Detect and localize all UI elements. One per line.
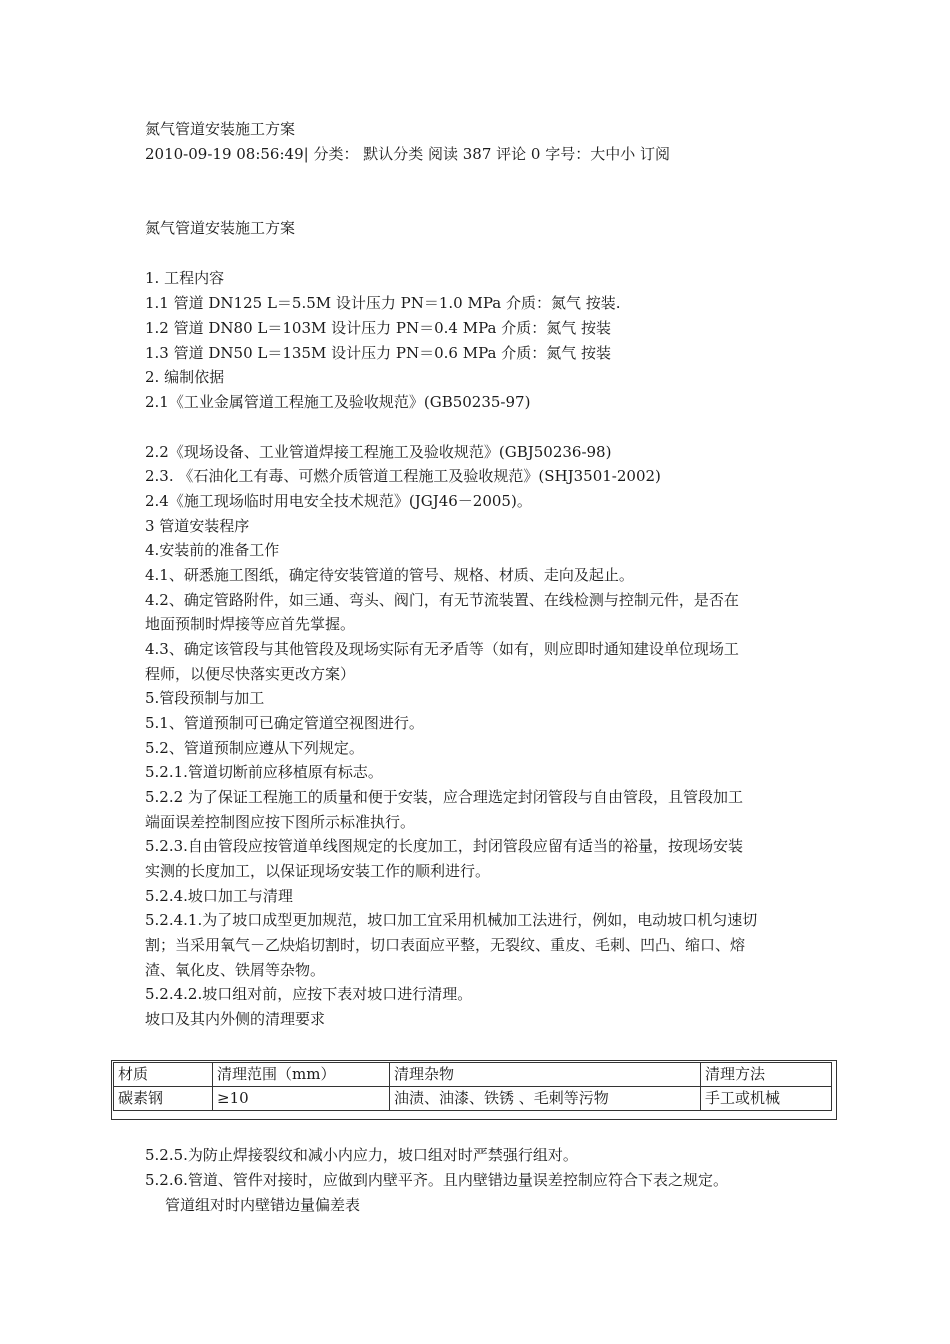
table-header-row xyxy=(114,1063,832,1087)
paragraph-line: 5.2.2 为了保证工程施工的质量和便于安装，应合理选定封闭管段与自由管段，且管段加工 xyxy=(145,788,743,806)
table-header-cell: 清理杂物 xyxy=(390,1063,701,1087)
table-header-cell: 材质 xyxy=(114,1063,213,1087)
table-header-cell: 清理范围（mm） xyxy=(213,1063,390,1087)
paragraph-line: 5.2、管道预制应遵从下列规定。 xyxy=(145,739,364,757)
paragraph-line: 5.2.5.为防止焊接裂纹和减小内应力，坡口组对时严禁强行组对。 xyxy=(145,1146,578,1164)
section-heading: 5.2.4.坡口加工与清理 xyxy=(145,887,293,905)
section-heading: 3 管道安装程序 xyxy=(145,517,250,535)
paragraph-line: 1.1 管道 DN125 L＝5.5M 设计压力 PN＝1.0 MPa 介质：氮气 按装. xyxy=(145,294,621,312)
paragraph-line: 5.2.6.管道、管件对接时，应做到内壁平齐。且内壁错边量误差控制应符合下表之规定。 xyxy=(145,1171,728,1189)
section-heading: 2. 编制依据 xyxy=(145,368,225,386)
paragraph-line: 5.2.4.2.坡口组对前，应按下表对坡口进行清理。 xyxy=(145,985,473,1003)
cleaning-table xyxy=(113,1062,832,1111)
paragraph-line: 5.2.3.自由管段应按管道单线图规定的长度加工，封闭管段应留有适当的裕量，按现场安装 xyxy=(145,837,743,855)
paragraph-line: 1.3 管道 DN50 L＝135M 设计压力 PN＝0.6 MPa 介质：氮气 按装 xyxy=(145,344,611,362)
paragraph-line: 2.1《工业金属管道工程施工及验收规范》(GB50235-97) xyxy=(145,393,531,411)
paragraph-line: 2.4《施工现场临时用电安全技术规范》(JGJ46－2005)。 xyxy=(145,492,532,510)
table-caption: 管道组对时内壁错边量偏差表 xyxy=(165,1196,361,1214)
table-header-cell: 清理方法 xyxy=(701,1063,832,1087)
paragraph-line: 4.3、确定该管段与其他管段及现场实际有无矛盾等（如有，则应即时通知建设单位现场工 xyxy=(145,640,739,658)
paragraph-line: 5.2.4.1.为了坡口成型更加规范，坡口加工宜采用机械加工法进行，例如，电动坡口机匀速切 xyxy=(145,911,758,929)
paragraph-line: 5.2.1.管道切断前应移植原有标志。 xyxy=(145,763,383,781)
table-row xyxy=(114,1087,832,1111)
table-caption: 坡口及其内外侧的清理要求 xyxy=(145,1010,326,1028)
paragraph-line: 4.1、研悉施工图纸，确定待安装管道的管号、规格、材质、走向及起止。 xyxy=(145,566,634,584)
paragraph-line: 渣、氧化皮、铁屑等杂物。 xyxy=(145,961,326,979)
section-heading: 1. 工程内容 xyxy=(145,269,225,287)
paragraph-line: 2.2《现场设备、工业管道焊接工程施工及验收规范》(GBJ50236-98) xyxy=(145,443,612,461)
paragraph-line: 割；当采用氧气－乙炔焰切割时，切口表面应平整，无裂纹、重皮、毛刺、凹凸、缩口、熔 xyxy=(145,936,746,954)
paragraph-line: 程师，以便尽快落实更改方案） xyxy=(145,665,356,683)
paragraph-line: 2.3. 《石油化工有毒、可燃介质管道工程施工及验收规范》(SHJ3501-2002) xyxy=(145,467,661,485)
doc-title: 氮气管道安装施工方案 xyxy=(145,120,296,138)
paragraph-line: 1.2 管道 DN80 L＝103M 设计压力 PN＝0.4 MPa 介质：氮气 按装 xyxy=(145,319,611,337)
section-heading: 5.管段预制与加工 xyxy=(145,689,265,707)
table-cell: ≥10 xyxy=(213,1087,390,1111)
paragraph-line: 5.1、管道预制可已确定管道空视图进行。 xyxy=(145,714,424,732)
table-cell: 油渍、油漆、铁锈 、毛刺等污物 xyxy=(390,1087,701,1111)
paragraph-line: 实测的长度加工，以保证现场安装工作的顺利进行。 xyxy=(145,862,491,880)
paragraph-line: 地面预制时焊接等应首先掌握。 xyxy=(145,615,356,633)
paragraph-line: 4.2、确定管路附件，如三通、弯头、阀门，有无节流装置、在线检测与控制元件，是否在 xyxy=(145,591,739,609)
section-heading: 4.安装前的准备工作 xyxy=(145,541,280,559)
table-cell: 碳素钢 xyxy=(114,1087,213,1111)
paragraph-line: 端面误差控制图应按下图所示标准执行。 xyxy=(145,813,416,831)
doc-meta: 2010-09-19 08:56:49| 分类： 默认分类 阅读 387 评论 0 字号：大中小 订阅 xyxy=(145,145,670,163)
table-cell: 手工或机械 xyxy=(701,1087,832,1111)
heading-title: 氮气管道安装施工方案 xyxy=(145,219,296,237)
